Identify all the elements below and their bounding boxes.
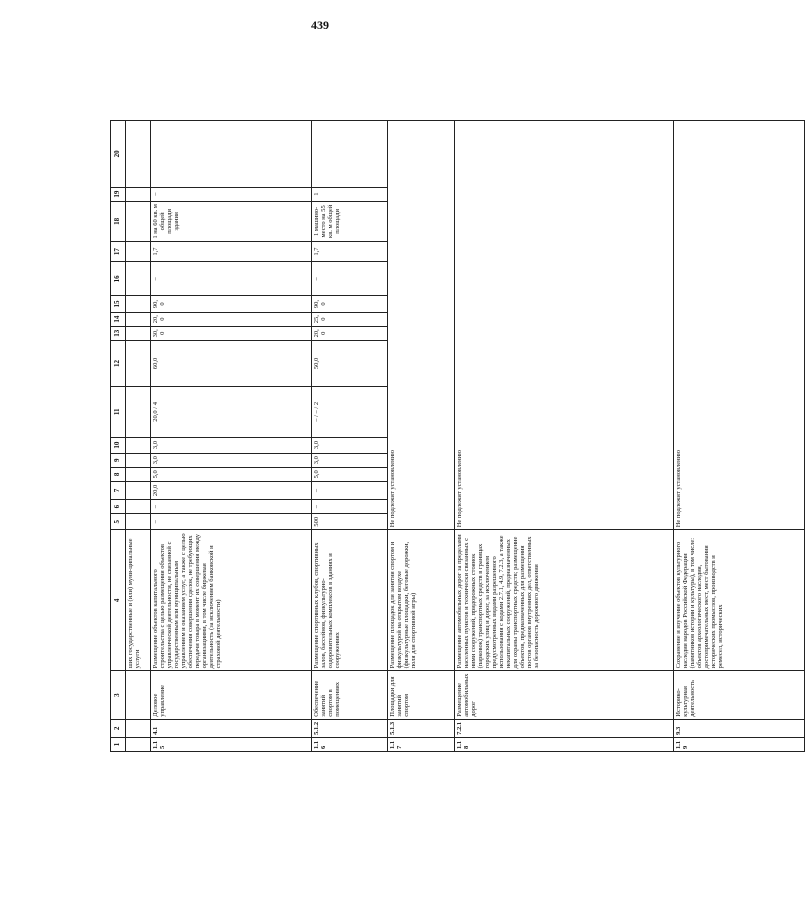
header-cell: 7 [111, 481, 126, 499]
cell-value: 1,7 [311, 242, 387, 262]
cell-value: 3,0 [151, 453, 312, 467]
table-row [151, 121, 312, 752]
cell-value: 3,0 [311, 453, 387, 467]
cell-value: 90,0 [311, 296, 387, 312]
page-number: 439 [311, 18, 329, 32]
header-cell: 10 [111, 437, 126, 453]
cell-use-name: Размещение автомобильных дорог [454, 671, 673, 719]
table-row [673, 121, 804, 752]
rotated-table-container [110, 120, 805, 752]
cell-description: Размещение спортивных клубов, спортивных залов, бассейнов, физкультурно-оздоровительных комплексов в зданиях и сооружениях [311, 530, 387, 671]
cell-value: 1 [311, 187, 387, 201]
cell-value: – [311, 500, 387, 514]
header-cell: 3 [111, 671, 126, 719]
cell-value: 3,0 [151, 437, 312, 453]
cell-value: 5,0 [151, 467, 312, 481]
header-cell: 5 [111, 514, 126, 530]
cell-use-name [126, 671, 151, 719]
cell-number [126, 737, 151, 751]
cell-code: 5.1.3 [387, 719, 454, 737]
cell-value: – [151, 500, 312, 514]
header-cell: 15 [111, 296, 126, 312]
cell-value: 50,0 [311, 340, 387, 386]
header-cell: 12 [111, 340, 126, 386]
header-cell: 14 [111, 312, 126, 326]
table-row [126, 121, 151, 752]
header-cell: 1 [111, 737, 126, 751]
header-cell: 16 [111, 262, 126, 296]
cell-value [311, 121, 387, 188]
cell-value: – [311, 262, 387, 296]
cell-value [126, 326, 151, 340]
merged-note-cell: Не подлежит установлению [454, 121, 673, 530]
cell-value [126, 187, 151, 201]
cell-description: Размещение площадок для занятия спортом и физкультурой на открытом воздухе (физкультурные площадки, беговые дорожки, поля для спортивной игры) [387, 530, 454, 671]
header-cell: 18 [111, 201, 126, 241]
cell-value: 20,0 [151, 312, 312, 326]
cell-value [126, 242, 151, 262]
header-cell: 6 [111, 500, 126, 514]
cell-description: Размещение автомобильных дорог за пределами населенных пунктов и технически связанных с ними сооружений, придорожных стоянок (парковок) транспортных средств в границах городских улиц и дорог, за исключением предусмотренных видами разрешенного использования с кодами 2.7.1, 4.9, 7.2.3, а также некапитальных сооружений, предназначенных для охраны транспортных средств; размещение объектов, предназначенных для размещения постов органов внутренних дел, ответственных за безопасность дорожного движения [454, 530, 673, 671]
cell-code: 7.2.1 [454, 719, 673, 737]
cell-use-name: Площадки для занятий спортом [387, 671, 454, 719]
cell-value: 3,0 [311, 437, 387, 453]
table-row [454, 121, 673, 752]
cell-code: 9.3 [673, 719, 804, 737]
cell-number: 1.16 [311, 737, 387, 751]
cell-value [126, 296, 151, 312]
cell-description: Сохранение и изучение объектов культурного наследия народов Российской Федерации (памятников истории и культуры), в том числе: объектов археологического наследия, достопримечательных мест, мест бытования исторических промыслов, производств и ремесел, исторических [673, 530, 804, 671]
table-row [387, 121, 454, 752]
cell-use-name: Обеспечение занятий спортом в помещениях [311, 671, 387, 719]
cell-value: – / – / 2 [311, 387, 387, 437]
cell-value: 500 [311, 514, 387, 530]
cell-value: – [151, 262, 312, 296]
header-cell: 2 [111, 719, 126, 737]
cell-code: 5.1.2 [311, 719, 387, 737]
cell-value: 5,0 [311, 467, 387, 481]
cell-value: 20,0 [311, 326, 387, 340]
header-cell: 4 [111, 530, 126, 671]
cell-number: 1.17 [387, 737, 454, 751]
cell-value: 1 машино-место на 55 кв. м общей площади [311, 201, 387, 241]
cell-value: 20,0 / 4 [151, 387, 312, 437]
cell-value [126, 121, 151, 188]
header-cell: 20 [111, 121, 126, 188]
header-cell: 9 [111, 453, 126, 467]
cell-value: 1 на 60 кв. м общей площади здания [151, 201, 312, 241]
cell-value [126, 437, 151, 453]
cell-code: 4.1 [151, 719, 312, 737]
cell-description: ших государственные и (или) муни-ципальные услуги [126, 530, 151, 671]
cell-use-name: Деловое управление [151, 671, 312, 719]
table-header-row [111, 121, 126, 752]
cell-description: Размещение объектов капитального строительства с целью размещения объектов управленческой деятельности, не связанной с государственным или муниципальным управлением и оказанием услуг, а также с целью обеспечения совершения сделок, не требующих передачи товара в момент их совершения между организациями, в том числе биржевая деятельность (за исключением банковской и страховой деятельности) [151, 530, 312, 671]
regulations-table [110, 120, 805, 752]
cell-value: 20,0 [151, 481, 312, 499]
cell-value [126, 467, 151, 481]
cell-value [151, 121, 312, 188]
merged-note-cell: Не подлежит установлению [387, 121, 454, 530]
cell-value [126, 387, 151, 437]
cell-value [126, 453, 151, 467]
cell-value [126, 514, 151, 530]
header-cell: 13 [111, 326, 126, 340]
table-row [311, 121, 387, 752]
cell-value: 60,0 [151, 340, 312, 386]
cell-value: – [151, 187, 312, 201]
header-cell: 19 [111, 187, 126, 201]
header-cell: 11 [111, 387, 126, 437]
cell-value [126, 262, 151, 296]
cell-value [126, 500, 151, 514]
cell-value [126, 312, 151, 326]
header-cell: 17 [111, 242, 126, 262]
cell-number: 1.15 [151, 737, 312, 751]
merged-note-cell: Не подлежит установлению [673, 121, 804, 530]
cell-value [126, 340, 151, 386]
cell-value: 25,0 [311, 312, 387, 326]
cell-use-name: Историко-культурная деятельность [673, 671, 804, 719]
cell-value: 90,0 [151, 296, 312, 312]
cell-value [126, 201, 151, 241]
cell-code [126, 719, 151, 737]
cell-number: 1.19 [673, 737, 804, 751]
cell-number: 1.18 [454, 737, 673, 751]
cell-value: 1,7 [151, 242, 312, 262]
cell-value [126, 481, 151, 499]
cell-value: – [311, 481, 387, 499]
cell-value: – [151, 514, 312, 530]
header-cell: 8 [111, 467, 126, 481]
cell-value: 30,0 [151, 326, 312, 340]
